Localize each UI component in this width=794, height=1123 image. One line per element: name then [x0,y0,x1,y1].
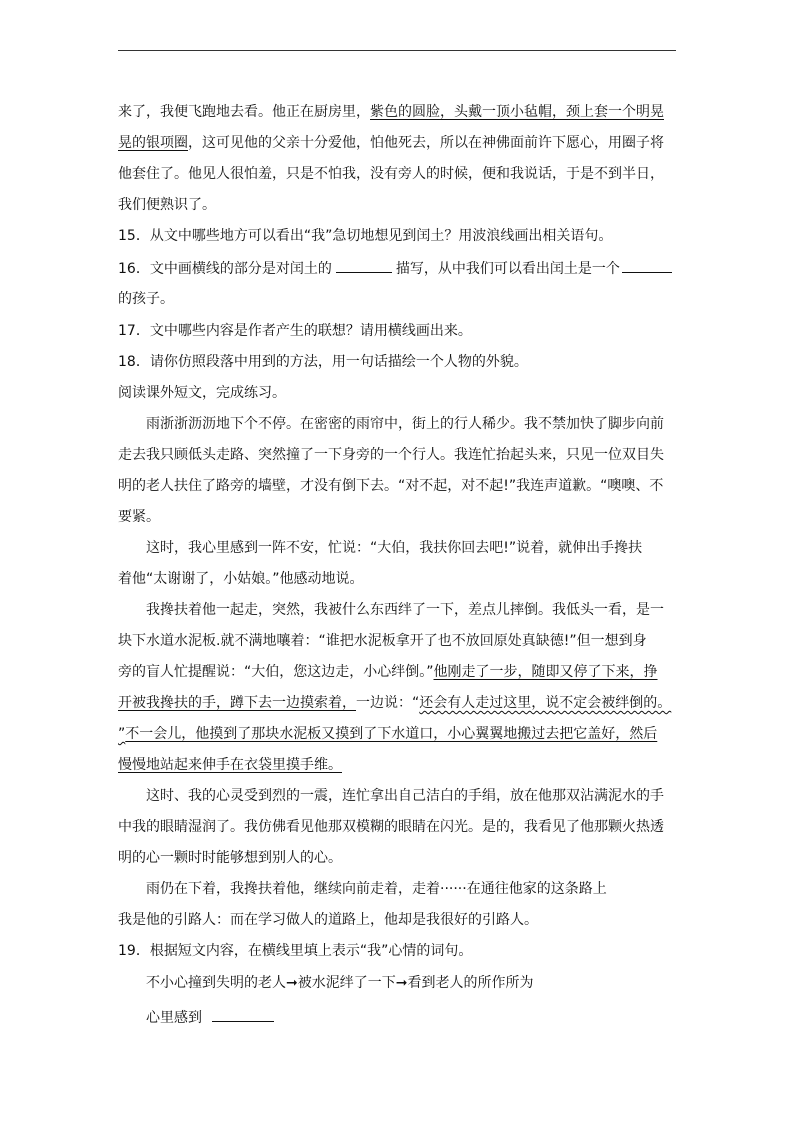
paragraph-4-line: 这时、我的心灵受到烈的一震，连忙拿出自己洁白的手绢，放在他那双沾满泥水的手 [146,788,664,804]
answer-blank[interactable] [336,258,392,273]
question-17: 17．文中哪些内容是作者产生的联想？请用横线画出来。 [118,323,472,339]
passage1-line-4: 我们便熟识了。 [118,197,216,213]
paragraph-4-line: 中我的眼睛湿润了。我仿佛看见他那双模糊的眼睛在闪光。是的，我看见了他那颗火热透 [118,819,664,835]
passage1-line-3: 他套住了。他见人很怕羞，只是不怕我，没有旁人的时候，便和我说话，于是不到半日， [118,166,664,182]
paragraph-5-line: 雨仍在下着，我搀扶着他，继续向前走着，走着······在通往他家的这条路上 [146,881,607,897]
paragraph-3-line: 我搀扶着他一起走，突然，我被什么东西绊了一下，差点儿摔倒。我低头一看，是一 [146,602,664,618]
paragraph-3-line: 旁的盲人忙提醒说：“大伯，您这边走，小心绊倒。”他刚走了一步，随即又停了下来，挣 [118,664,658,680]
paragraph-3-line: 块下水道水泥板.就不满地嚷着：“谁把水泥板拿开了也不放回原处真缺德!”但一想到身 [118,633,647,649]
mood-flow: 不小心撞到失明的老人➞被水泥绊了一下➞看到老人的所作所为 [146,975,534,991]
underlined-appearance: 紫色的圆脸，头戴一顶小毡帽，颈上套一个明晃 [370,104,664,120]
answer-blank[interactable] [622,258,672,273]
header-rule [118,50,676,51]
paragraph-2-line: 着他“太谢谢了，小姑娘。”他感动地说。 [118,571,364,587]
paragraph-1-line: 雨浙浙沥沥地下个不停。在密密的雨帘中，街上的行人稀少。我不禁加快了脚步向前 [146,416,664,432]
passage1-line-1: 来了，我便飞跑地去看。他正在厨房里，紫色的圆脸，头戴一顶小毡帽，颈上套一个明晃 [118,104,664,120]
paragraph-3-line: 开被我搀扶的手，蹲下去一边摸索着，一边说：“还会有人走过这里，说不定会被绊倒的。 [118,695,672,711]
question-18: 18．请你仿照段落中用到的方法，用一句话描绘一个人物的外貌。 [118,354,528,370]
paragraph-1-line: 走去我只顾低头走路、突然撞了一下身旁的一个行人。我连忙抬起头来，只见一位双目失 [118,447,664,463]
question-16-cont: 的孩子。 [118,291,174,307]
paragraph-3-line: 慢慢地站起来伸手在衣袋里摸手维。 [118,757,342,773]
paragraph-1-line: 要紧。 [118,509,160,525]
paragraph-1-line: 明的老人扶住了路旁的墙壁，才没有倒下去。“对不起，对不起!”我连声道歉。“噢噢、不 [118,478,664,494]
question-16: 16．文中画横线的部分是对闰土的 描写，从中我们可以看出闰土是一个 [118,258,672,279]
section-intro: 阅读课外短文，完成练习。 [118,385,286,401]
passage1-line-2: 晃的银项圈，这可见他的父亲十分爱他，怕他死去，所以在神佛面前许下愿心，用圈子将 [118,135,664,151]
answer-row: 心里感到 [146,1007,274,1028]
paragraph-2-line: 这时，我心里感到一阵不安，忙说：“大伯，我扶你回去吧!”说着，就伸出手搀扶 [146,540,643,556]
underlined-appearance-cont: 晃的银项圈 [118,135,188,151]
paragraph-3-line: ”不一会儿，他摸到了那块水泥板又摸到了下水道口，小心翼翼地搬过去把它盖好，然后 [118,726,658,742]
question-15: 15．从文中哪些地方可以看出“我”急切地想见到闰土？用波浪线画出相关语句。 [118,228,613,244]
answer-blank[interactable] [212,1007,274,1022]
question-19: 19．根据短文内容，在横线里填上表示“我”心情的词句。 [118,943,473,959]
paragraph-4-line: 明的心一颗时时能够想到别人的心。 [118,850,342,866]
paragraph-5-line: 我是他的引路人：而在学习做人的道路上，他却是我很好的引路人。 [118,912,538,928]
